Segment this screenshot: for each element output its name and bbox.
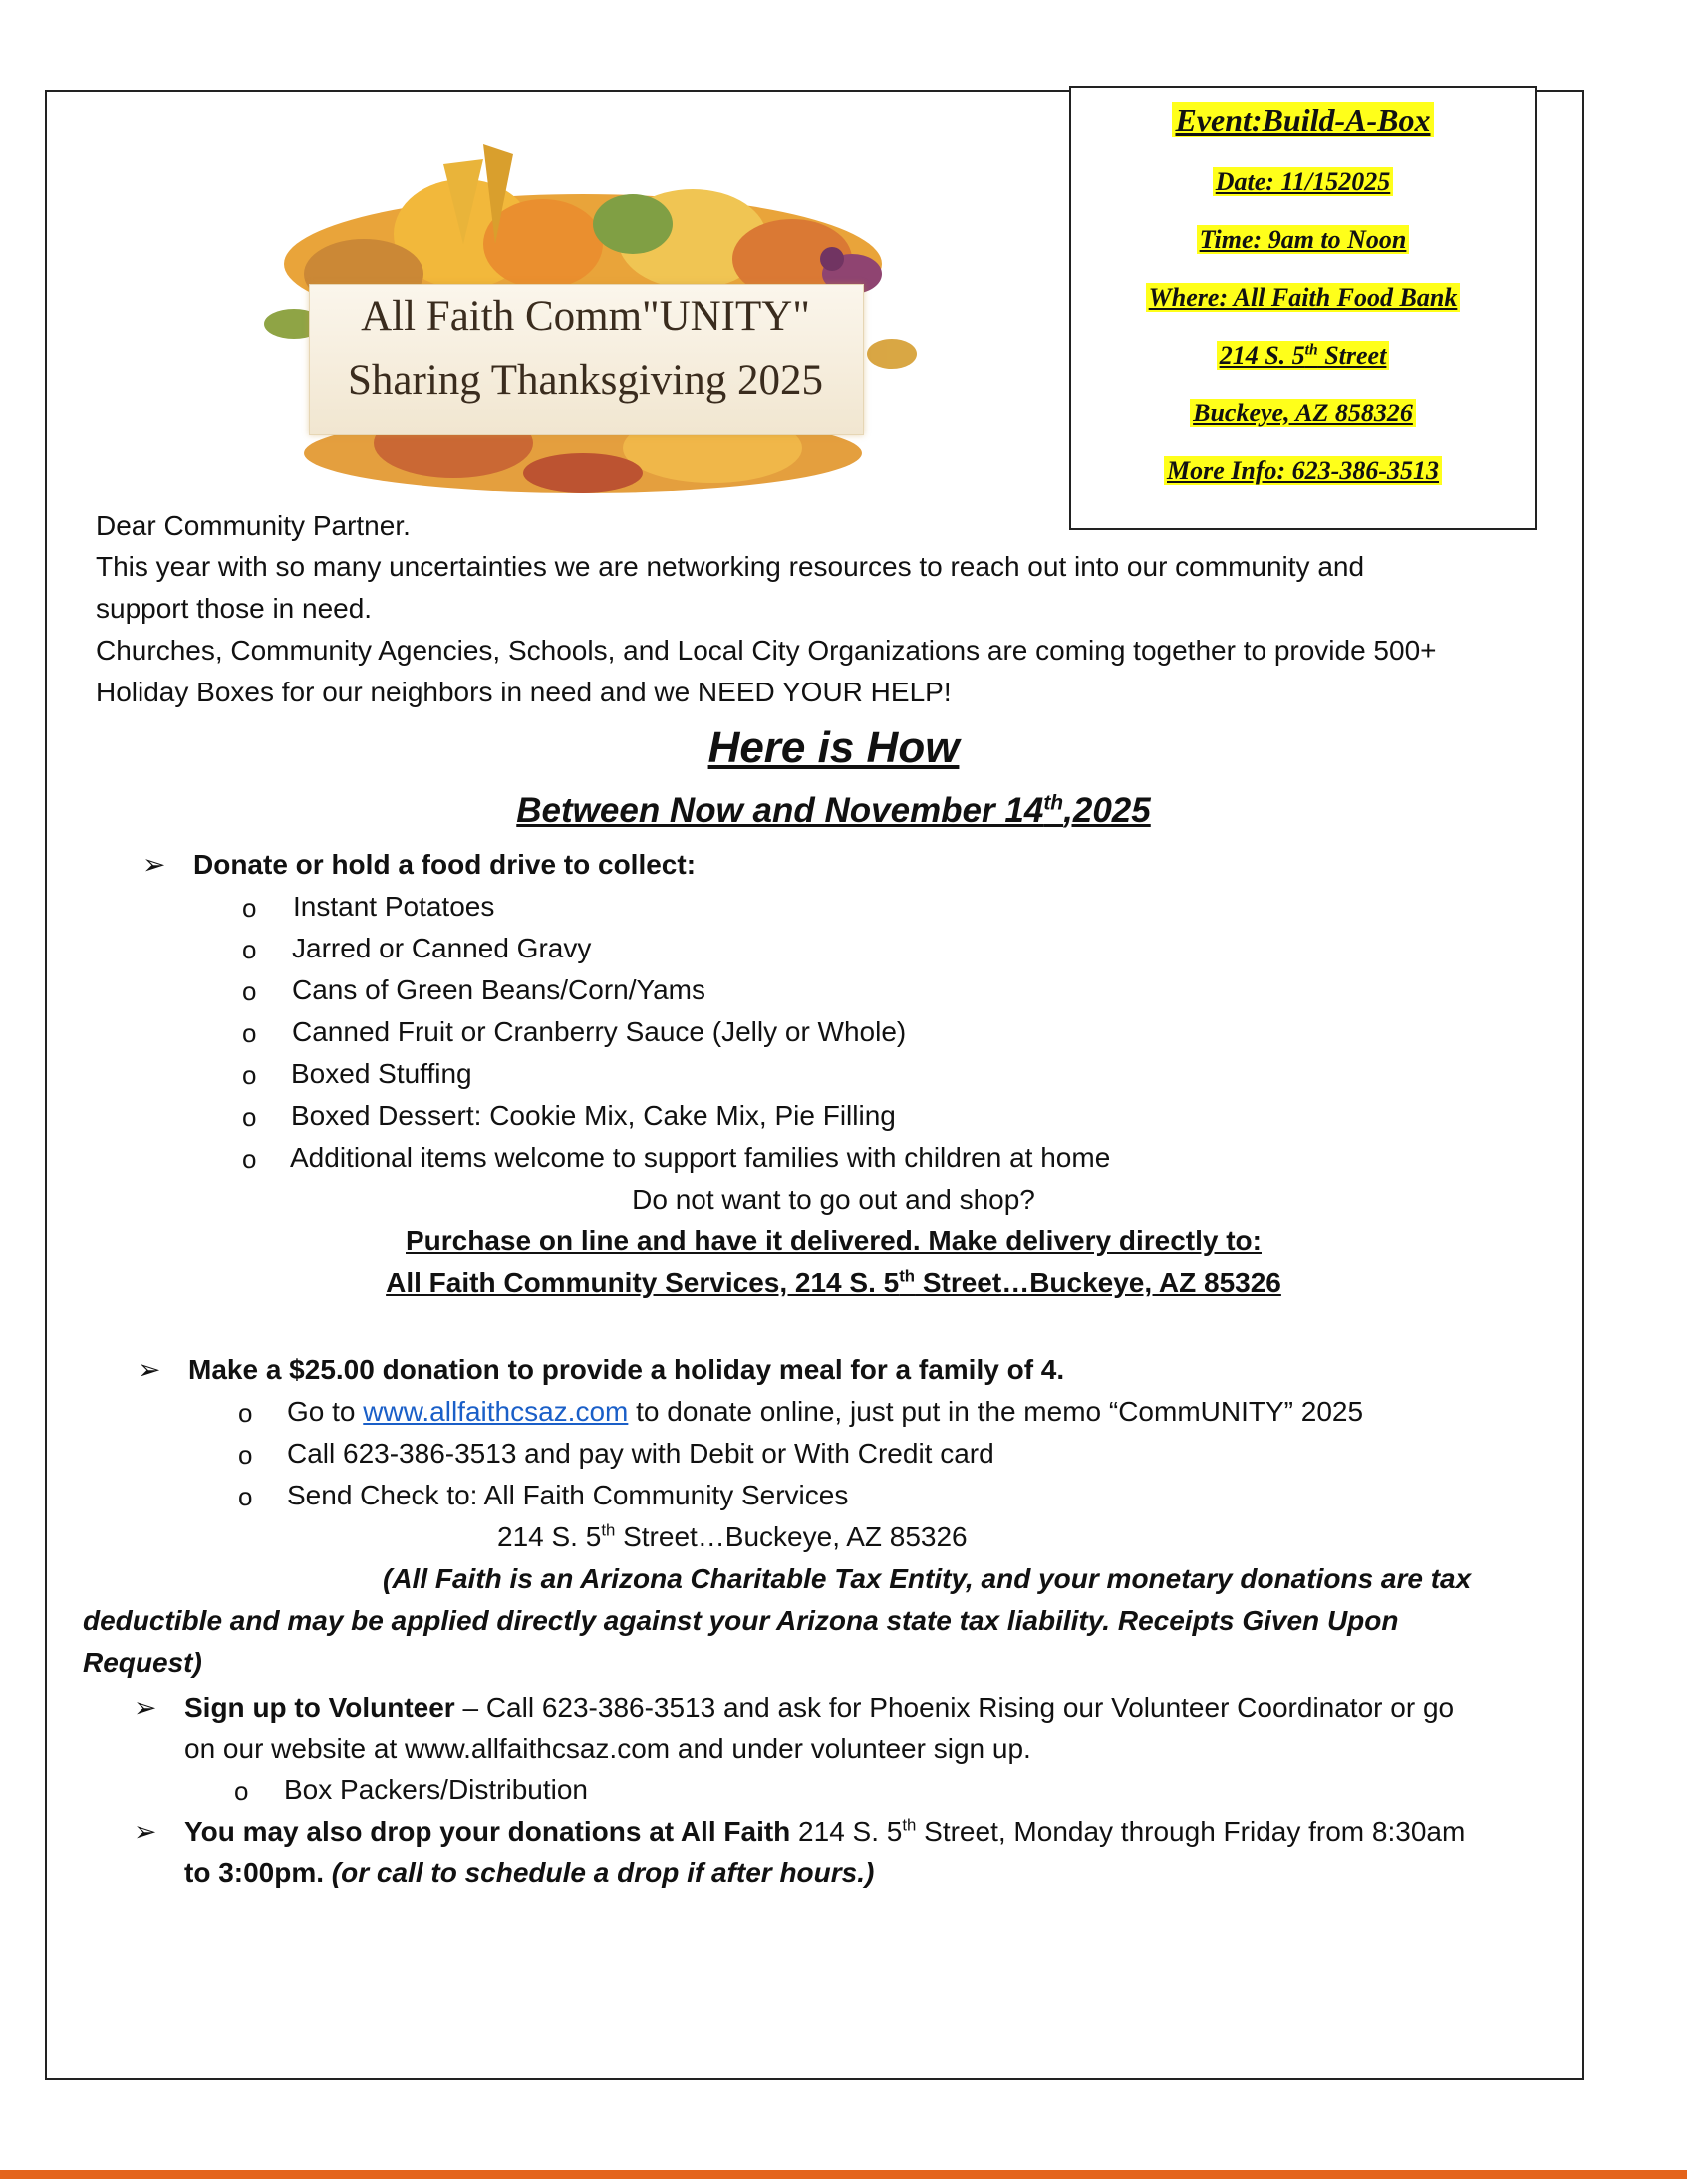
section-heading: Here is How bbox=[707, 723, 960, 772]
banner-subtitle: Sharing Thanksgiving 2025 bbox=[348, 357, 823, 404]
circle-bullet-icon: o bbox=[234, 1776, 249, 1806]
event-time: Time: 9am to Noon bbox=[1071, 225, 1535, 255]
tax-note-line-1: (All Faith is an Arizona Charitable Tax Entity, and your monetary donations are tax bbox=[383, 1563, 1472, 1594]
tax-note-line-2: deductible and may be applied directly against your Arizona state tax liability. Receipts Given Upon bbox=[83, 1605, 1399, 1636]
intro-line-4: Holiday Boxes for our neighbors in need and we NEED YOUR HELP! bbox=[96, 677, 952, 707]
list-item: Additional items welcome to support families with children at home bbox=[290, 1142, 1111, 1173]
donate-phone-item: Call 623-386-3513 and pay with Debit or With Credit card bbox=[287, 1438, 994, 1469]
circle-bullet-icon: o bbox=[242, 1102, 257, 1132]
list-item: Canned Fruit or Cranberry Sauce (Jelly or Whole) bbox=[292, 1016, 907, 1047]
intro-line-2: support those in need. bbox=[96, 593, 373, 624]
donate-check-item: Send Check to: All Faith Community Services bbox=[287, 1480, 849, 1510]
event-more-info: More Info: 623-386-3513 bbox=[1071, 456, 1535, 486]
delivery-address: All Faith Community Services, 214 S. 5th Street…Buckeye, AZ 85326 bbox=[386, 1266, 1281, 1298]
banner-title: All Faith Comm"UNITY" bbox=[361, 293, 810, 340]
event-street: 214 S. 5th Street bbox=[1071, 341, 1535, 371]
circle-bullet-icon: o bbox=[238, 1440, 253, 1470]
list-item: Boxed Stuffing bbox=[291, 1058, 472, 1089]
dropoff-line-1: You may also drop your donations at All Faith 214 S. 5th Street, Monday through Friday from 8:30am bbox=[184, 1815, 1466, 1847]
thanksgiving-banner bbox=[234, 125, 932, 498]
circle-bullet-icon: o bbox=[242, 1144, 257, 1174]
dropoff-line-2: to 3:00pm. (or call to schedule a drop if after hours.) bbox=[184, 1857, 875, 1888]
donation-intro: Make a $25.00 donation to provide a holiday meal for a family of 4. bbox=[188, 1354, 1065, 1385]
event-where: Where: All Faith Food Bank bbox=[1071, 283, 1535, 313]
circle-bullet-icon: o bbox=[242, 893, 257, 923]
circle-bullet-icon: o bbox=[242, 1060, 257, 1090]
shop-question: Do not want to go out and shop? bbox=[632, 1184, 1035, 1215]
arrow-bullet-icon: ➢ bbox=[134, 1816, 157, 1847]
intro-line-1: This year with so many uncertainties we are networking resources to reach out into our community and bbox=[96, 551, 1365, 582]
tax-note-line-3: Request) bbox=[83, 1647, 202, 1678]
deadline-heading: Between Now and November 14th,2025 bbox=[516, 791, 1151, 830]
list-item: Boxed Dessert: Cookie Mix, Cake Mix, Pie Filling bbox=[291, 1100, 896, 1131]
circle-bullet-icon: o bbox=[242, 976, 257, 1006]
intro-line-3: Churches, Community Agencies, Schools, and Local City Organizations are coming together to provide 500+ bbox=[96, 635, 1437, 666]
bottom-accent-bar bbox=[0, 2170, 1687, 2179]
list-item: Jarred or Canned Gravy bbox=[292, 933, 592, 963]
circle-bullet-icon: o bbox=[242, 1018, 257, 1048]
greeting: Dear Community Partner. bbox=[96, 510, 411, 541]
event-title: Event:Build-A-Box bbox=[1071, 102, 1535, 138]
donate-online-item: Go to www.allfaithcsaz.com to donate online, just put in the memo “CommUNITY” 2025 bbox=[287, 1396, 1364, 1427]
arrow-bullet-icon: ➢ bbox=[138, 1354, 161, 1385]
donation-website-link[interactable]: www.allfaithcsaz.com bbox=[363, 1396, 629, 1427]
purchase-instructions: Purchase on line and have it delivered. Make delivery directly to: bbox=[406, 1226, 1262, 1256]
volunteer-line-2: on our website at www.allfaithcsaz.com and under volunteer sign up. bbox=[184, 1733, 1031, 1764]
circle-bullet-icon: o bbox=[242, 935, 257, 964]
circle-bullet-icon: o bbox=[238, 1398, 253, 1428]
volunteer-line-1: Sign up to Volunteer – Call 623-386-3513 and ask for Phoenix Rising our Volunteer Coordinator or go bbox=[184, 1692, 1455, 1723]
list-item: Instant Potatoes bbox=[293, 891, 495, 922]
volunteer-role-item: Box Packers/Distribution bbox=[284, 1774, 589, 1805]
check-address: 214 S. 5th Street…Buckeye, AZ 85326 bbox=[497, 1520, 968, 1552]
event-city: Buckeye, AZ 858326 bbox=[1071, 399, 1535, 428]
event-info-box bbox=[1069, 86, 1537, 530]
event-date: Date: 11/152025 bbox=[1071, 167, 1535, 197]
list-item: Cans of Green Beans/Corn/Yams bbox=[292, 974, 706, 1005]
circle-bullet-icon: o bbox=[238, 1482, 253, 1511]
food-drive-intro: Donate or hold a food drive to collect: bbox=[193, 849, 697, 880]
arrow-bullet-icon: ➢ bbox=[142, 849, 166, 880]
arrow-bullet-icon: ➢ bbox=[134, 1692, 157, 1723]
